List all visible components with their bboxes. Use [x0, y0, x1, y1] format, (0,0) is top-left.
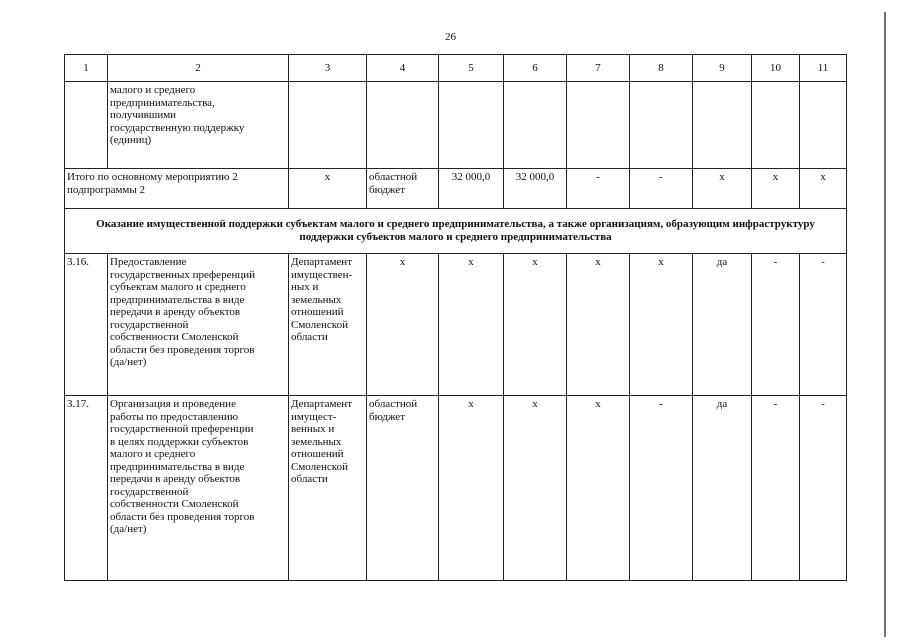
column-header: 11: [800, 55, 847, 82]
row-source: х: [367, 254, 439, 396]
row-executor: [289, 82, 367, 169]
row-cell: 32 000,0: [504, 169, 567, 209]
row-cell: [752, 82, 800, 169]
section-row: [65, 209, 847, 254]
row-number: 3.16.: [65, 254, 108, 396]
row-name: Предоставление государственных преференций субъектам малого и среднего предпринимательства в виде передачи в аренду объектов государственной собственности Смоленской области без проведения торгов (да/нет): [108, 254, 289, 396]
row-cell: х: [439, 396, 504, 581]
row-cell: х: [504, 396, 567, 581]
table-row: [65, 254, 847, 396]
row-cell: да: [693, 254, 752, 396]
row-cell: х: [567, 254, 630, 396]
row-number: 3.17.: [65, 396, 108, 581]
page-edge-line: [884, 12, 886, 637]
row-cell: -: [752, 254, 800, 396]
row-cell: 32 000,0: [439, 169, 504, 209]
table-row: [65, 82, 847, 169]
column-header: 2: [108, 55, 289, 82]
row-executor: Департамент имуществен- ных и земельных отношений Смоленской области: [289, 254, 367, 396]
row-cell: -: [630, 169, 693, 209]
page-number: 26: [445, 31, 456, 43]
column-header: 10: [752, 55, 800, 82]
total-row: [65, 169, 847, 209]
header-row: [65, 55, 847, 82]
column-header: 5: [439, 55, 504, 82]
row-cell: -: [630, 396, 693, 581]
total-label: Итого по основному мероприятию 2 подпрограммы 2: [65, 169, 289, 209]
row-cell: -: [800, 254, 847, 396]
row-cell: х: [504, 254, 567, 396]
row-source: [367, 82, 439, 169]
row-cell: [800, 82, 847, 169]
table-row: [65, 396, 847, 581]
row-executor: Департамент имущест- венных и земельных отношений Смоленской области: [289, 396, 367, 581]
row-source: областной бюджет: [367, 169, 439, 209]
row-cell: [439, 82, 504, 169]
row-name: Организация и проведение работы по предоставлению государственной преференции в целях поддержки субъектов малого и среднего предпринимательства в виде передачи в аренду объектов государственной собственности Смоленской области без проведения торгов (да/нет): [108, 396, 289, 581]
row-cell: [630, 82, 693, 169]
row-cell: х: [693, 169, 752, 209]
row-cell: х: [567, 396, 630, 581]
row-cell: -: [567, 169, 630, 209]
row-cell: х: [630, 254, 693, 396]
column-header: 8: [630, 55, 693, 82]
row-cell: х: [800, 169, 847, 209]
row-cell: [504, 82, 567, 169]
row-number: [65, 82, 108, 169]
column-header: 9: [693, 55, 752, 82]
row-executor: х: [289, 169, 367, 209]
row-cell: [693, 82, 752, 169]
row-cell: [567, 82, 630, 169]
section-heading: Оказание имущественной поддержки субъектам малого и среднего предпринимательства, а также организациям, образующим инфраструктуру поддержки субъектов малого и среднего предпринимательства: [65, 209, 847, 254]
row-cell: -: [752, 396, 800, 581]
column-header: 1: [65, 55, 108, 82]
column-header: 4: [367, 55, 439, 82]
row-source: областной бюджет: [367, 396, 439, 581]
row-name: малого и среднего предпринимательства, получившими государственную поддержку (единиц): [108, 82, 289, 169]
column-header: 3: [289, 55, 367, 82]
row-cell: х: [439, 254, 504, 396]
row-cell: х: [752, 169, 800, 209]
column-header: 6: [504, 55, 567, 82]
row-cell: -: [800, 396, 847, 581]
row-cell: да: [693, 396, 752, 581]
column-header: 7: [567, 55, 630, 82]
program-table: [64, 54, 847, 581]
